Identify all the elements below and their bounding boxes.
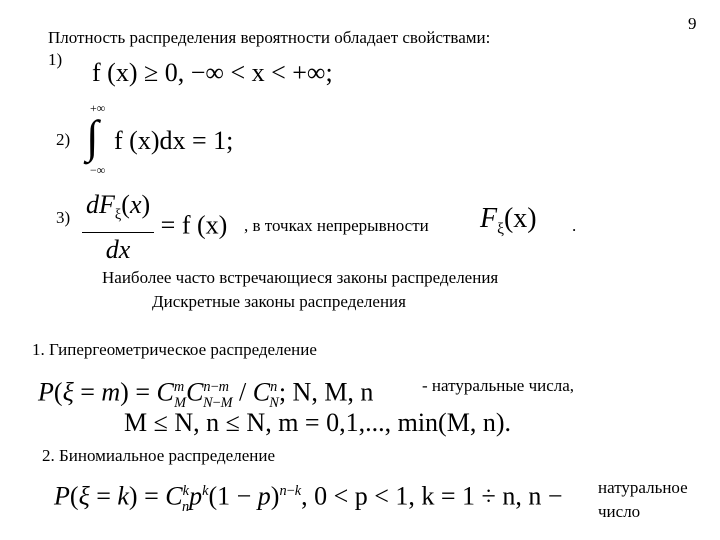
section2-note-line2: число: [598, 502, 641, 521]
integral-sign: ∫: [86, 111, 99, 162]
integral-upper-limit: +∞: [90, 101, 106, 115]
item3-label: 3): [56, 208, 71, 227]
section2-title: 2. Биномиальное распределение: [42, 446, 275, 465]
hypergeometric-params: ; N, M, n: [278, 377, 374, 407]
binomial-params: , 0 < p < 1, k = 1 ÷ n, n −: [301, 481, 563, 511]
derivative-numerator: $dF_\xi(x)$: [82, 190, 154, 233]
formula-nonnegativity: f (x) ≥ 0, −∞ < x < +∞;: [92, 58, 333, 87]
section1-title: 1. Гипергеометрическое распределение: [32, 340, 317, 359]
formula-binomial: $P(\xi = k) = C^k_np^k(1 - p)^{n-k}$, 0 < p < 1, k = 1 ÷ n, n −: [54, 481, 563, 515]
item1-label: 1): [48, 50, 63, 69]
item3-end: .: [572, 216, 577, 235]
section1-note: - натуральные числа,: [422, 376, 575, 395]
formula-distribution-function: [480, 204, 537, 245]
intro-text: Плотность распределения вероятности обладает свойствами:: [48, 28, 491, 47]
derivative-fraction: [82, 190, 154, 265]
integral-lower-limit: −∞: [90, 163, 106, 177]
continuity-text: , в точках непрерывности: [244, 216, 429, 235]
formula-hypergeometric: $P(\xi = m) = C^m_MC^{n-m}_{N-M} / C^n_N$; N, M, n: [38, 377, 374, 411]
heading-main: Наиболее часто встречающиеся законы распределения: [102, 268, 499, 287]
derivative-rhs: = f (x): [160, 210, 228, 240]
formula-hypergeometric-constraints: M ≤ N, n ≤ N, m = 0,1,..., min(M, n).: [124, 408, 511, 437]
symbol-x: (x): [503, 203, 537, 234]
integral-body: f (x)dx = 1;: [114, 126, 234, 155]
heading-sub: Дискретные законы распределения: [152, 292, 406, 311]
section2-note-line1: натуральное: [598, 478, 688, 497]
formula-derivative: [82, 190, 227, 265]
page-number: 9: [688, 14, 697, 33]
symbol-xi: ξ: [497, 220, 504, 238]
symbol-F: F: [480, 203, 498, 234]
item2-label: 2): [56, 130, 71, 149]
derivative-denominator: dx: [105, 235, 131, 265]
